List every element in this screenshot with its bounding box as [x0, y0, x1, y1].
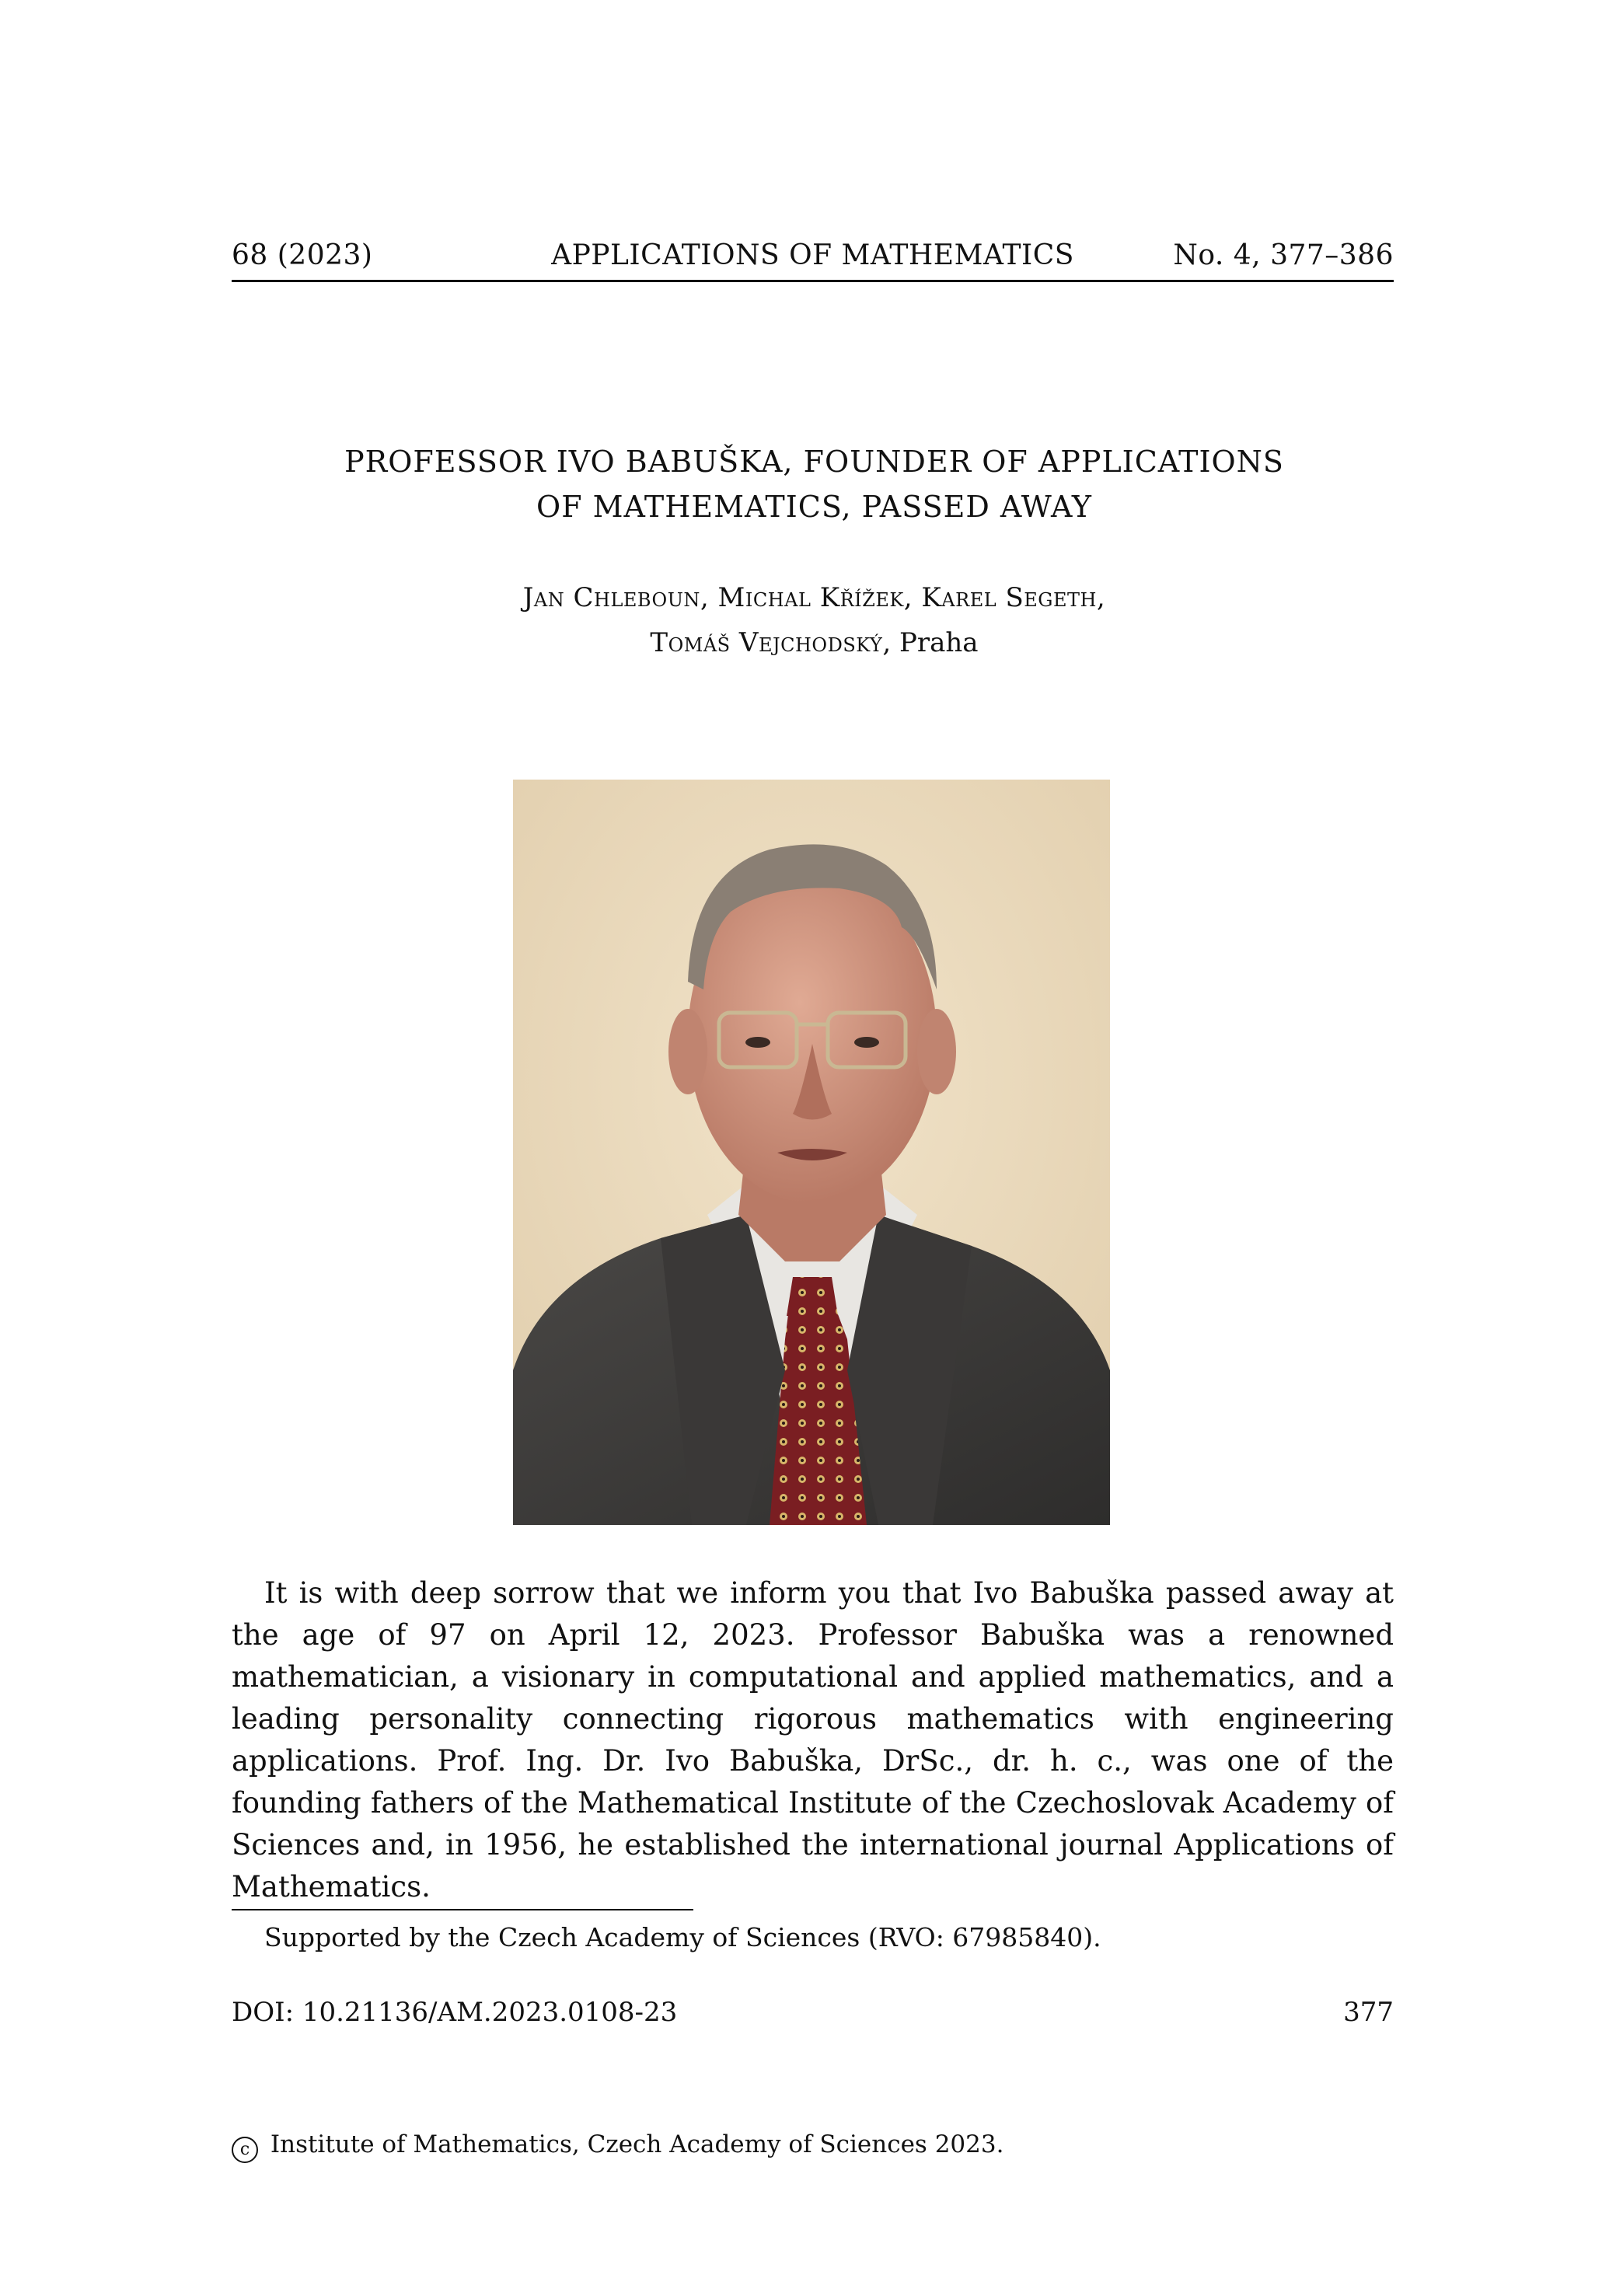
funding-footnote: Supported by the Czech Academy of Sciences (RVO: 67985840). — [264, 1922, 1101, 1952]
title-line-2: OF MATHEMATICS, PASSED AWAY — [536, 490, 1092, 524]
article-title — [233, 439, 1395, 529]
page-number: 377 — [1343, 1997, 1394, 2028]
issue-pages: No. 4, 377–386 — [1173, 239, 1394, 271]
doi-identifier: DOI: 10.21136/AM.2023.0108-23 — [232, 1997, 678, 2028]
portrait-photo — [513, 780, 1110, 1525]
portrait-icon — [513, 780, 1110, 1525]
footnote-divider — [232, 1909, 693, 1910]
journal-name: APPLICATIONS OF MATHEMATICS — [551, 239, 1074, 271]
author-name: Tomáš Vejchodský — [650, 627, 883, 658]
intro-paragraph: It is with deep sorrow that we inform you that Ivo Babuška passed away at the age of 97 on April 12, 2023. Professor Babuška was a renowned mathematician, a visionary in computational and applied mathematics, and a leading personality connecting rigorous mathematics with engineering applications. Prof. Ing. Dr. Ivo Babuška, DrSc., dr. h. c., was one of the founding fathers of the Mathematical Institute of the Czechoslovak Academy of Sciences and, in 1956, he established the international journal Applications of Mathematics. — [232, 1576, 1394, 1903]
article-body — [232, 1572, 1394, 1908]
author-affiliation: , Praha — [882, 627, 979, 658]
copyright-text: Institute of Mathematics, Czech Academy of Sciences 2023. — [270, 2130, 1004, 2158]
copyright-notice — [232, 2130, 1003, 2163]
authors-line-2 — [233, 620, 1395, 665]
copyright-icon: c — [232, 2137, 258, 2163]
journal-volume: 68 (2023) — [232, 239, 373, 271]
running-header — [232, 233, 1394, 282]
author-list — [233, 575, 1395, 665]
title-line-1: PROFESSOR IVO BABUŠKA, FOUNDER OF APPLICATIONS — [344, 445, 1284, 479]
authors-line-1: Jan Chleboun, Michal Křížek, Karel Segeth, — [522, 582, 1106, 613]
